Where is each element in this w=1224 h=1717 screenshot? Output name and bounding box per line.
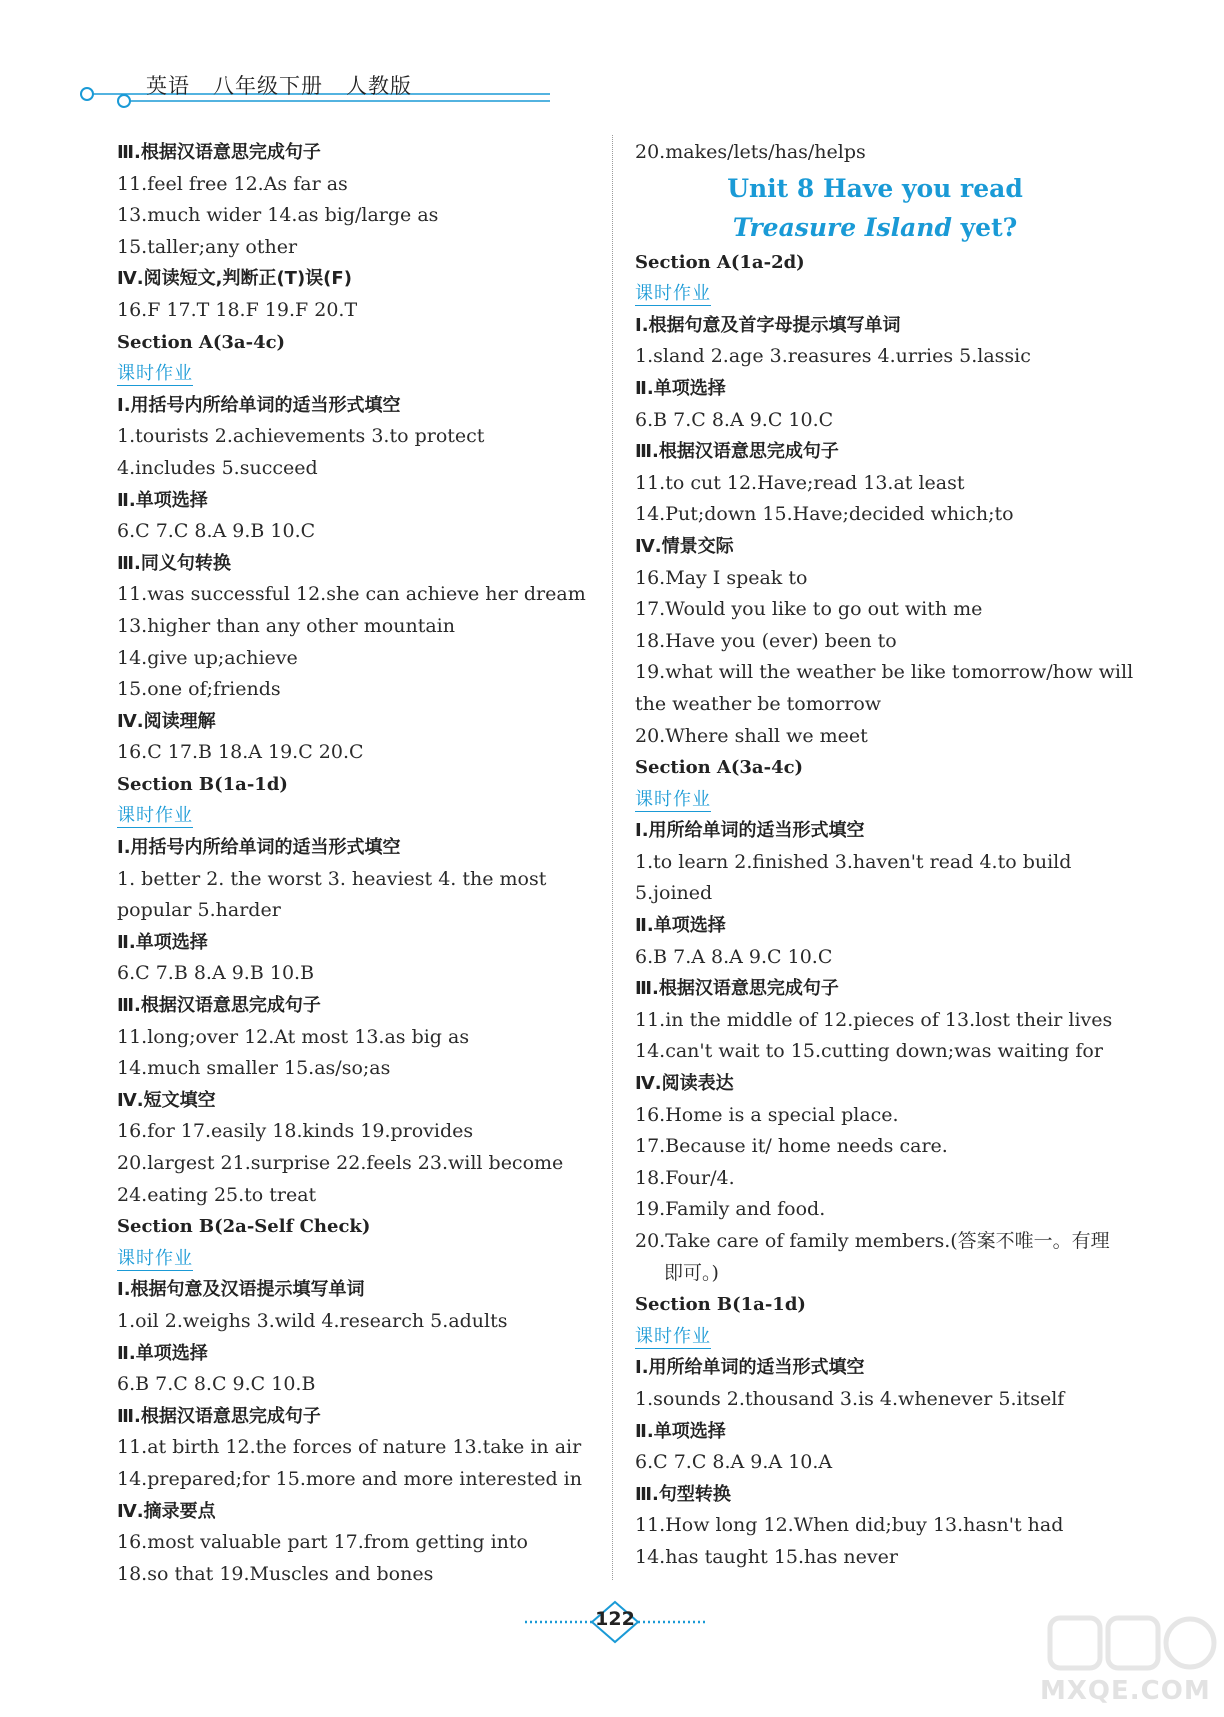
exercise-heading: Ⅳ.情景交际: [635, 535, 734, 557]
answer-line: 20.largest 21.surprise 22.feels 23.will become: [117, 1152, 564, 1174]
answer-line: 11.in the middle of 12.pieces of 13.lost their lives: [635, 1008, 1113, 1031]
exercise-heading: Ⅳ.阅读短文,判断正(T)误(F): [117, 268, 352, 290]
answer-line: 6.C 7.C 8.A 9.A 10.A: [635, 1451, 833, 1474]
homework-label: [117, 1243, 597, 1275]
answer-line: 14.prepared;for 15.more and more interested in: [117, 1467, 582, 1490]
answer-line: 19.what will the weather be like tomorrow/how will: [635, 661, 1134, 684]
answer-line: 15.one of;friends: [117, 678, 281, 701]
exercise-heading: Ⅲ.根据汉语意思完成句子: [635, 441, 839, 463]
exercise-heading: Ⅱ.单项选择: [117, 931, 208, 953]
answer-line: 18.so that 19.Muscles and bones: [117, 1562, 434, 1585]
exercise-heading: Ⅲ.根据汉语意思完成句子: [635, 978, 839, 1000]
unit-title-suffix: yet?: [951, 212, 1018, 242]
answer-line: 14.has taught 15.has never: [635, 1545, 898, 1568]
exercise-heading: Ⅲ.同义句转换: [117, 552, 231, 574]
exercise-heading: Ⅰ.用所给单词的适当形式填空: [635, 820, 865, 842]
answer-line: 19.Family and food.: [635, 1198, 826, 1221]
answer-line: 18.Have you (ever) been to: [635, 629, 897, 652]
answer-line: 11.long;over 12.At most 13.as big as: [117, 1025, 470, 1048]
answer-line: 1.oil 2.weighs 3.wild 4.research 5.adults: [117, 1309, 508, 1332]
answer-line: 6.B 7.A 8.A 9.C 10.C: [635, 945, 833, 968]
homework-label: [117, 358, 597, 390]
homework-label: [635, 784, 1115, 816]
answer-line: 11.How long 12.When did;buy 13.hasn't had: [635, 1514, 1064, 1537]
answer-line: 5.joined: [635, 882, 713, 905]
answer-line: 16.most valuable part 17.from getting into: [117, 1531, 528, 1554]
homework-label-text: 课时作业: [117, 805, 193, 827]
answer-line: 1.to learn 2.finished 3.haven't read 4.to build: [635, 850, 1072, 873]
exercise-heading: Ⅳ.阅读表达: [635, 1073, 734, 1095]
homework-label-text: 课时作业: [635, 788, 711, 810]
unit-title-line2: [635, 208, 1115, 247]
answer-line: the weather be tomorrow: [635, 692, 882, 715]
exercise-heading: Ⅲ.根据汉语意思完成句子: [117, 142, 321, 163]
exercise-heading: Ⅰ.用括号内所给单词的适当形式填空: [117, 394, 401, 416]
answer-line: 16.F 17.T 18.F 19.F 20.T: [117, 298, 358, 321]
answer-line: 15.taller;any other: [117, 235, 298, 258]
section-heading: Section A(1a-2d): [635, 251, 805, 273]
section-heading: Section A(3a-4c): [117, 331, 286, 353]
exercise-heading: Ⅱ.单项选择: [117, 1342, 208, 1364]
section-heading: Section B(1a-1d): [117, 773, 288, 795]
unit-title-line1: Unit 8 Have you read: [727, 173, 1023, 203]
watermark-text: MXQE.COM: [1040, 1676, 1211, 1706]
right-lines: [635, 247, 1134, 1574]
answer-line: 16.Home is a special place.: [635, 1103, 899, 1126]
answer-line-indent: 即可。): [664, 1261, 719, 1284]
answer-line: 18.Four/4.: [635, 1166, 735, 1189]
section-heading: Section B(1a-1d): [635, 1294, 806, 1316]
answer-line: 1. better 2. the worst 3. heaviest 4. the most: [117, 867, 547, 890]
answer-line: 24.eating 25.to treat: [117, 1183, 317, 1206]
header-title: 英语 八年级下册 人教版: [146, 74, 413, 98]
watermark-logo-icon: [1040, 1610, 1220, 1680]
exercise-heading: Ⅳ.摘录要点: [117, 1500, 216, 1522]
watermark: [1040, 1610, 1220, 1715]
column-divider: [612, 135, 613, 1580]
answer-line: 1.sounds 2.thousand 3.is 4.whenever 5.itself: [635, 1387, 1065, 1410]
section-heading: Section B(2a-Self Check): [117, 1216, 371, 1238]
homework-label: [117, 800, 597, 832]
answer-line: 13.much wider 14.as big/large as: [117, 204, 439, 227]
answer-line: 16.May I speak to: [635, 566, 808, 589]
answer-line: popular 5.harder: [117, 899, 281, 922]
answer-line: 11.to cut 12.Have;read 13.at least: [635, 471, 965, 494]
answer-line: 6.B 7.C 8.A 9.C 10.C: [635, 408, 834, 431]
answer-line: 4.includes 5.succeed: [117, 456, 318, 479]
answer-line: 13.higher than any other mountain: [117, 614, 455, 637]
homework-label: [635, 1321, 1115, 1353]
answer-line: 6.C 7.C 8.A 9.B 10.C: [117, 520, 316, 543]
answer-line: 11.was successful 12.she can achieve her dream: [117, 583, 586, 606]
answer-column-right: [635, 137, 1134, 1574]
homework-label: [635, 278, 1115, 310]
answer-line: 14.can't wait to 15.cutting down;was waiting for: [635, 1040, 1103, 1063]
section-heading: Section A(3a-4c): [635, 757, 804, 779]
page-footer: [520, 1598, 710, 1648]
exercise-heading: Ⅱ.单项选择: [635, 1420, 726, 1442]
answer-line: 20.makes/lets/has/helps: [635, 141, 866, 163]
answer-line: 11.feel free 12.As far as: [117, 172, 348, 195]
answer-line: 20.Take care of family members.(答案不唯一。有理: [635, 1230, 1110, 1252]
answer-line: 20.Where shall we meet: [635, 724, 868, 747]
answer-line: 14.much smaller 15.as/so;as: [117, 1057, 391, 1080]
answer-line: 17.Because it/ home needs care.: [635, 1135, 948, 1158]
homework-label-text: 课时作业: [635, 283, 711, 305]
exercise-heading: Ⅲ.句型转换: [635, 1483, 731, 1505]
exercise-heading: Ⅰ.根据句意及汉语提示填写单词: [117, 1279, 365, 1301]
exercise-heading: Ⅲ.根据汉语意思完成句子: [117, 995, 321, 1017]
exercise-heading: Ⅰ.根据句意及首字母提示填写单词: [635, 314, 901, 336]
answer-line: 11.at birth 12.the forces of nature 13.take in air: [117, 1436, 582, 1459]
exercise-heading: Ⅰ.用括号内所给单词的适当形式填空: [117, 837, 401, 859]
answer-column-left: [117, 137, 597, 1590]
exercise-heading: Ⅰ.用所给单词的适当形式填空: [635, 1357, 865, 1379]
answer-line: 17.Would you like to go out with me: [635, 598, 983, 621]
exercise-heading: Ⅱ.单项选择: [635, 915, 726, 937]
answer-line: 14.give up;achieve: [117, 646, 298, 669]
answer-line: 6.B 7.C 8.C 9.C 10.B: [117, 1373, 316, 1396]
answer-line: 1.tourists 2.achievements 3.to protect: [117, 425, 485, 448]
answer-line: 1.sland 2.age 3.reasures 4.urries 5.lassic: [635, 345, 1031, 368]
answer-line: 16.C 17.B 18.A 19.C 20.C: [117, 741, 364, 764]
exercise-heading: Ⅱ.单项选择: [635, 377, 726, 399]
exercise-heading: Ⅳ.阅读理解: [117, 710, 216, 732]
homework-label-text: 课时作业: [635, 1325, 711, 1347]
exercise-heading: Ⅱ.单项选择: [117, 489, 208, 511]
exercise-heading: Ⅲ.根据汉语意思完成句子: [117, 1405, 321, 1427]
page-header: [80, 66, 560, 126]
exercise-heading: Ⅳ.短文填空: [117, 1089, 216, 1111]
homework-label-text: 课时作业: [117, 363, 193, 385]
answer-line: 6.C 7.B 8.A 9.B 10.B: [117, 962, 315, 985]
homework-label-text: 课时作业: [117, 1247, 193, 1269]
answer-line: 14.Put;down 15.Have;decided which;to: [635, 503, 1014, 526]
answer-line: 16.for 17.easily 18.kinds 19.provides: [117, 1120, 474, 1143]
book-title: Treasure Island: [732, 212, 952, 242]
page-number: 122: [595, 1608, 635, 1630]
